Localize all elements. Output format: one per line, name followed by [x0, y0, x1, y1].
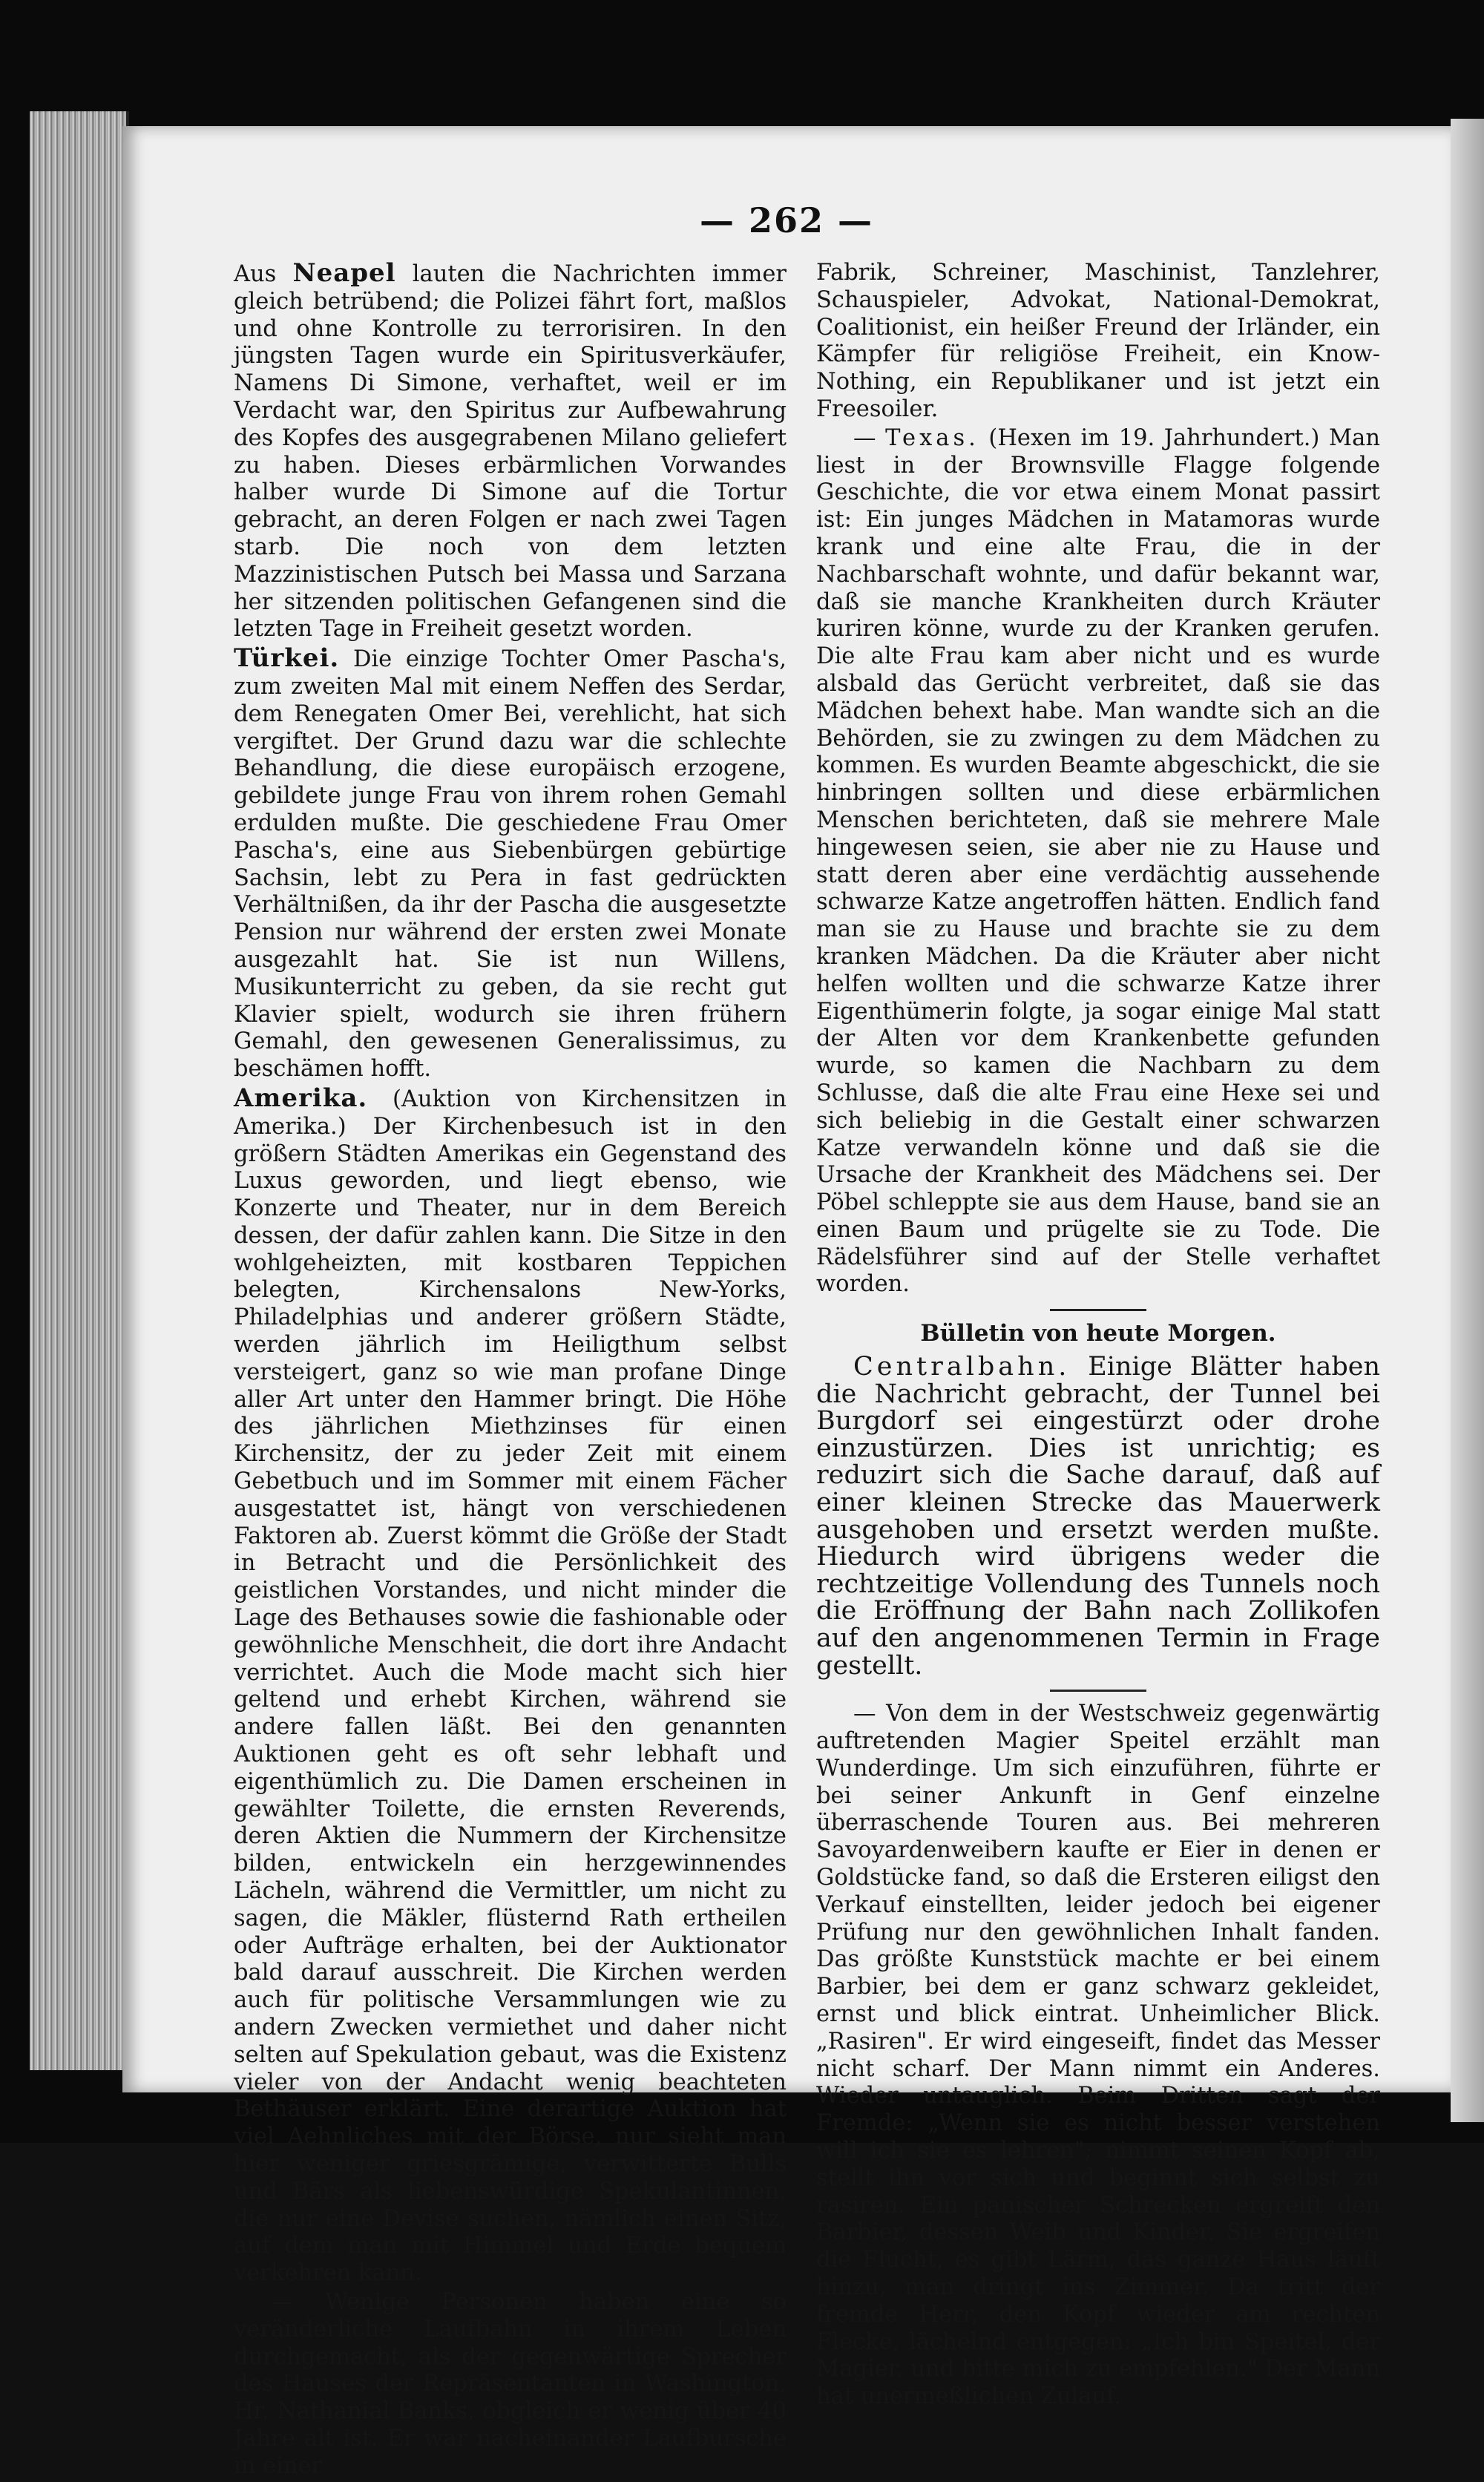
article-heading: Texas.	[885, 424, 979, 451]
article-neapel: Aus Neapel lauten die Nachrichten immer gleich betrübend; die Polizei fährt fort, maßlos und ohne Kontrolle zu terrorisiren. In den jüngsten Tagen wurde ein Spiritusverkäufer, Namens Di Simone, verhaftet, weil er im Verdacht war, den Spiritus zur Aufbewahrung des Kopfes des ausgegrabenen Milano geliefert zu haben. Dieses erbärmlichen Vorwandes halber wurde Di Simone auf die Tortur gebracht, an deren Folgen er nach zwei Tagen starb. Die noch von dem letzten Mazzinistischen Putsch bei Massa und Sarzana her sitzenden politischen Gefangenen sind die letzten Tage in Freiheit gesetzt worden.	[234, 258, 787, 643]
right-column	[816, 260, 1380, 2412]
bulletin-centralbahn	[816, 1353, 1380, 1679]
facing-page-strip	[1451, 119, 1484, 2122]
article-magier: — Von dem in der Westschweiz gegenwärtig auftretenden Magier Speitel erzählt man Wunderdinge. Um sich einzuführen, führte er bei seiner Ankunft in Genf einzelne überraschende Touren aus. Bei mehreren Savoyardenweibern kaufte er Eier in denen er Goldstücke fand, so daß die Ersteren eiligst den Verkauf einstellten, leider jedoch bei eigener Prüfung nur den gewöhnlichen Inhalt fanden. Das größte Kunststück machte er bei einem Barbier, bei dem er ganz schwarz gekleidet, ernst und blick eintrat. Unheimlicher Blick. „Rasiren". Er wird eingeseift, findet das Messer nicht scharf. Der Mann nimmt ein Anderes. Wieder untauglich. Beim Dritten sagt der Fremde: „Wenn sie es nicht besser verstehen will ich sie es lehren"; nimmt seinen Kopf ab, stellt ihn vor sich und beginnt sich selbst zu rasiren. Ein panischer Schrecken ergreift den Barbier, dessen Weib und Kinder. Sie ergreifen die Flucht, es gibt Lärm, das ganze Haus läuft hinzu, man dringt ins Zimmer. Da tritt der fremde Herr, den Kopf wieder am rechten Flecke, lächelnd entgegen: „Ich bin Speitel, der Magier, und bitte mich zu empfehlen." Der Mann hat unermeßlichen Zulauf.	[816, 1701, 1380, 2410]
article-texas: — Texas. (Hexen im 19. Jahrhundert.) Man liest in der Brownsville Flagge folgende Geschichte, die vor etwa einem Monat passirt ist: Ein junges Mädchen in Matamoras wurde krank und eine alte Frau, die in der Nachbarschaft wohnte, und dafür bekannt war, daß sie manche Krankheiten durch Kräuter kuriren könne, wurde zu der Kranken gerufen. Die alte Frau kam aber nicht und es wurde alsbald das Gerücht verbreitet, daß sie das Mädchen behext habe. Man wandte sich an die Behörden, sie zu zwingen zu dem Mädchen zu kommen. Es wurden Beamte abgeschickt, die sie hinbringen sollten und diese erbärmlichen Menschen berichteten, daß sie mehrere Male hingewesen seien, sie aber nie zu Hause und statt deren aber eine verdächtig aussehende schwarze Katze angetroffen hätten. Endlich fand man sie zu Hause und brachte sie zu dem kranken Mädchen. Da die Kräuter aber nicht helfen wollten und die schwarze Katze ihrer Eigenthümerin folgte, ja sogar einige Mal statt der Alten vor dem Krankenbette gefunden wurde, so kamen die Nachbarn zu dem Schlusse, daß die alte Frau eine Hexe sei und sich beliebig in die Gestalt einer schwarzen Katze verwandeln könne und daß sie die Ursache der Krankheit des Mädchens sei. Der Pöbel schleppte sie aus dem Hause, band sie an einen Baum und prügelte sie zu Tode. Die Rädelsführer sind auf der Stelle verhaftet worden.	[816, 424, 1380, 1298]
article-text: (Hexen im 19. Jahrhundert.) Man liest in der Brownsville Flagge folgende Geschichte, die vor etwa einem Monat passirt ist: Ein junges Mädchen in Matamoras wurde krank und eine alte Frau, die in der Nachbarschaft wohnte, und dafür bekannt war, daß sie manche Krankheiten durch Kräuter kuriren könne, wurde zu der Kranken gerufen. Die alte Frau kam aber nicht und es wurde alsbald das Gerücht verbreitet, daß sie das Mädchen behext habe. Man wandte sich an die Behörden, sie zu zwingen zu dem Mädchen zu kommen. Es wurden Beamte abgeschickt, die sie hinbringen sollten und diese erbärmlichen Menschen berichteten, daß sie mehrere Male hingewesen seien, sie aber nie zu Hause und statt deren aber eine verdächtig aussehende schwarze Katze angetroffen hätten. Endlich fand man sie zu Hause und brachte sie zu dem kranken Mädchen. Da die Kräuter aber nicht helfen wollten und die schwarze Katze ihrer Eigenthümerin folgte, ja sogar einige Mal statt der Alten vor dem Krankenbette gefunden wurde, so kamen die Nachbarn zu dem Schlusse, daß die alte Frau eine Hexe sei und sich beliebig in die Gestalt einer schwarzen Katze verwandeln könne und daß sie die Ursache der Krankheit des Mädchens sei. Der Pöbel schleppte sie aus dem Hause, band sie an einen Baum und prügelte sie zu Tode. Die Rädelsführer sind auf der Stelle verhaftet worden.	[816, 424, 1380, 1298]
article-heading: Türkei.	[234, 643, 340, 674]
article-amerika	[234, 1085, 787, 2288]
article-text: Die einzige Tochter Omer Pascha's, zum zweiten Mal mit einem Neffen des Serdar, dem Renegaten Omer Bei, verehlicht, hat sich vergiftet. Der Grund dazu war die schlechte Behandlung, die diese europäisch erzogene, gebildete junge Frau von ihrem rohen Gemahl erdulden mußte. Die geschiedene Frau Omer Pascha's, eine aus Siebenbürgen gebürtige Sachsin, lebt zu Pera in fast gedrückten Verhältnißen, da ihr der Pascha die ausgesetzte Pension nur während der ersten zwei Monate ausgezahlt hat. Sie ist nun Willens, Musikunterricht zu geben, da sie recht gut Klavier spielt, wodurch sie ihren frühern Gemahl, den gewesenen Generalissimus, zu beschämen hofft.	[234, 646, 787, 1083]
section-divider	[1050, 1690, 1146, 1692]
bulletin-title: Bülletin von heute Morgen.	[920, 1320, 1276, 1347]
article-banks: — Wenige Personen haben eine so veränderliche Laufbahn in ihrem Leben durchgemacht, als der gegenwärtige Sprecher des Hauses der Repräsentanten in Washington, Hr. Nathanial Banks, obgleich er wenig über 40 Jahre alt ist. Er war nacheinander Laufbursche in einer	[234, 2288, 787, 2479]
newspaper-page	[122, 126, 1451, 2479]
page-number: — 262 —	[699, 200, 874, 240]
article-heading: Centralbahn.	[853, 1352, 1071, 1382]
article-heading: Amerika.	[234, 1083, 368, 1113]
article-tuerkei	[234, 645, 787, 1083]
left-column	[234, 260, 787, 2482]
section-divider	[1050, 1309, 1146, 1311]
article-text: lauten die Nachrichten immer gleich betrübend; die Polizei fährt fort, maßlos und ohne Kontrolle zu terrorisiren. In den jüngsten Tagen wurde ein Spiritusverkäufer, Namens Di Simone, verhaftet, weil er im Verdacht war, den Spiritus zur Aufbewahrung des Kopfes des ausgegrabenen Milano geliefert zu haben. Dieses erbärmlichen Vorwandes halber wurde Di Simone auf die Tortur gebracht, an deren Folgen er nach zwei Tagen starb. Die noch von dem letzten Mazzinistischen Putsch bei Massa und Sarzana her sitzenden politischen Gefangenen sind die letzten Tage in Freiheit gesetzt worden.	[234, 261, 787, 643]
article-text: Wenige Personen haben eine so veränderliche Laufbahn in ihrem Leben durchgemacht, als der gegenwärtige Sprecher des Hauses der Repräsentanten in Washington, Hr. Nathanial Banks, obgleich er wenig über 40 Jahre alt ist. Er war nacheinander Laufbursche in einer	[234, 2288, 787, 2479]
article-text: Einige Blätter haben die Nachricht gebracht, der Tunnel bei Burgdorf sei eingestürzt oder drohe einzustürzen. Dies ist unrichtig; es reduzirt sich die Sache darauf, daß auf einer kleinen Strecke das Mauerwerk ausgehoben und ersetzt werden mußte. Hiedurch wird übrigens weder die rechtzeitige Vollendung des Tunnels noch die Eröffnung der Bahn nach Zollikofen auf den angenommenen Termin in Frage gestellt.	[816, 1352, 1380, 1681]
book-page-edges	[30, 111, 129, 2070]
article-heading: Neapel	[292, 258, 396, 288]
article-text: (Auktion von Kirchensitzen in Amerika.) Der Kirchenbesuch ist in den größern Städten Amerikas ein Gegenstand des Luxus geworden, und liegt ebenso, wie Konzerte und Theater, nur in dem Bereich dessen, der dafür zahlen kann. Die Sitze in den wohlgeheizten, mit kostbaren Teppichen belegten, Kirchensalons New-Yorks, Philadelphias und anderer größern Städte, werden jährlich im Heiligthum selbst versteigert, ganz so wie man profane Dinge aller Art unter den Hammer bringt. Die Höhe des jährlichen Miethzinses für einen Kirchensitz, der zu jeder Zeit mit einem Gebetbuch und im Sommer mit einem Fächer ausgestattet ist, hängt von verschiedenen Faktoren ab. Zuerst kömmt die Größe der Stadt in Betracht und die Persönlichkeit des geistlichen Vorstandes, und nicht minder die Lage des Bethauses sowie die fashionable oder gewöhnliche Menschheit, die dort ihre Andacht verrichtet. Auch die Mode macht sich hier geltend und erhebt Kirchen, während sie andere fallen läßt. Bei den genannten Auktionen geht es oft sehr lebhaft und eigenthümlich zu. Die Damen erscheinen in gewählter Toilette, die ernsten Reverends, deren Aktien die Nummern der Kirchensitze bilden, entwickeln ein herzgewinnendes Lächeln, während die Vermittler, um nicht zu sagen, die Mäkler, flüsternd Rath ertheilen oder Aufträge erhalten, bei der Auktionator bald darauf ausschreit. Die Kirchen werden auch für politische Versammlungen wie zu andern Zwecken vermiethet und daher nicht selten auf Spekulation gebaut, was die Existenz vieler von der Andacht wenig beachteten Bethäuser erklärt. Eine derartige Auktion hat viel Aehnliches mit der Börse, nur sieht man hier weniger griesgrämige, verwitterte Bulls und Bärs als liebenswürdige Spekulantinnen, die nur eine Devise suchen, nämlich einen Sitz, auf dem man mit Himmel und Erde bequem verkehren kann.	[234, 1086, 787, 2287]
article-continuation: Fabrik, Schreiner, Maschinist, Tanzlehrer, Schauspieler, Advokat, National-Demokrat, Coalitionist, ein heißer Freund der Irländer, ein Kämpfer für religiöse Freiheit, ein Know-Nothing, ein Republikaner und ist jetzt ein Freesoiler.	[816, 260, 1380, 422]
